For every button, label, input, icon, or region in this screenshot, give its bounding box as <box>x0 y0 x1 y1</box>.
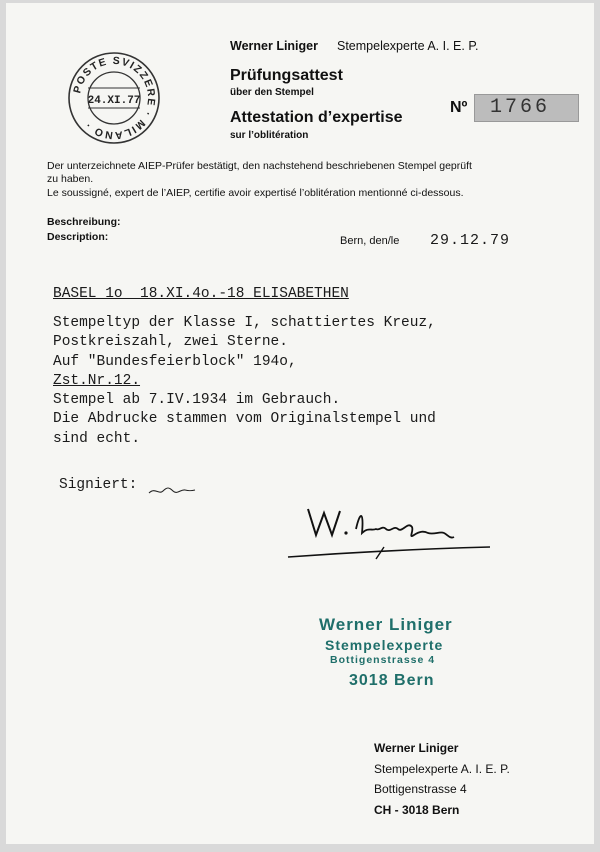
footer-title: Stempelexperte A. I. E. P. <box>374 762 510 776</box>
description-line: Die Abdrucke stammen vom Originalstempel und <box>53 411 436 428</box>
signed-label: Signiert: <box>59 477 138 493</box>
description-label-de: Beschreibung: <box>47 216 121 228</box>
title-fr: Attestation d’expertise <box>230 109 403 126</box>
title-de: Prüfungsattest <box>230 67 343 84</box>
header-expert-title: Stempelexperte A. I. E. P. <box>337 39 479 53</box>
intro-de-line2: zu haben. <box>47 173 94 185</box>
stamp-line-street: Bottigenstrasse 4 <box>330 654 436 666</box>
number-value: 1766 <box>490 96 551 119</box>
description-line: Auf "Bundesfeierblock" 194o, <box>53 353 297 370</box>
footer-street: Bottigenstrasse 4 <box>374 782 467 796</box>
number-label: Nº <box>450 99 468 116</box>
description-heading: BASEL 1o 18.XI.4o.-18 ELISABETHEN <box>53 286 349 302</box>
certificate-page <box>6 3 594 844</box>
place-label: Bern, den/le <box>340 235 400 247</box>
subtitle-de: über den Stempel <box>230 87 314 98</box>
footer-name: Werner Liniger <box>374 741 459 755</box>
header-expert-name: Werner Liniger <box>230 39 318 53</box>
stamp-line-name: Werner Liniger <box>319 615 453 634</box>
small-initials-mark <box>146 481 198 499</box>
subtitle-fr: sur l’oblitération <box>230 130 309 141</box>
description-line: Postkreiszahl, zwei Sterne. <box>53 334 288 351</box>
intro-de-line1: Der unterzeichnete AIEP-Prüfer bestätigt, den nachstehend beschriebenen Stempel geprüft <box>47 160 472 172</box>
footer-city: CH - 3018 Bern <box>374 803 460 817</box>
postmark-date: 24.XI.77 <box>87 95 141 107</box>
stamp-line-title: Stempelexperte <box>325 637 444 653</box>
description-label-fr: Description: <box>47 231 109 243</box>
certificate-date: 29.12.79 <box>430 232 511 249</box>
stamp-line-city: 3018 Bern <box>349 672 435 689</box>
description-line: sind echt. <box>53 430 141 447</box>
description-body <box>53 314 436 449</box>
postmark-cancellation <box>66 50 162 146</box>
description-line: Stempeltyp der Klasse I, schattiertes Kreuz, <box>53 315 436 331</box>
description-line: Stempel ab 7.IV.1934 im Gebrauch. <box>53 392 341 409</box>
postmark-ring-text: POSTE SVIZZERE · MILANO · <box>71 54 158 142</box>
handwritten-signature <box>284 499 494 563</box>
intro-fr-line: Le soussigné, expert de l’AIEP, certifie avoir expertisé l’oblitération mentionné ci-dessous. <box>47 187 464 199</box>
description-line: Zst.Nr.12. <box>53 372 141 389</box>
